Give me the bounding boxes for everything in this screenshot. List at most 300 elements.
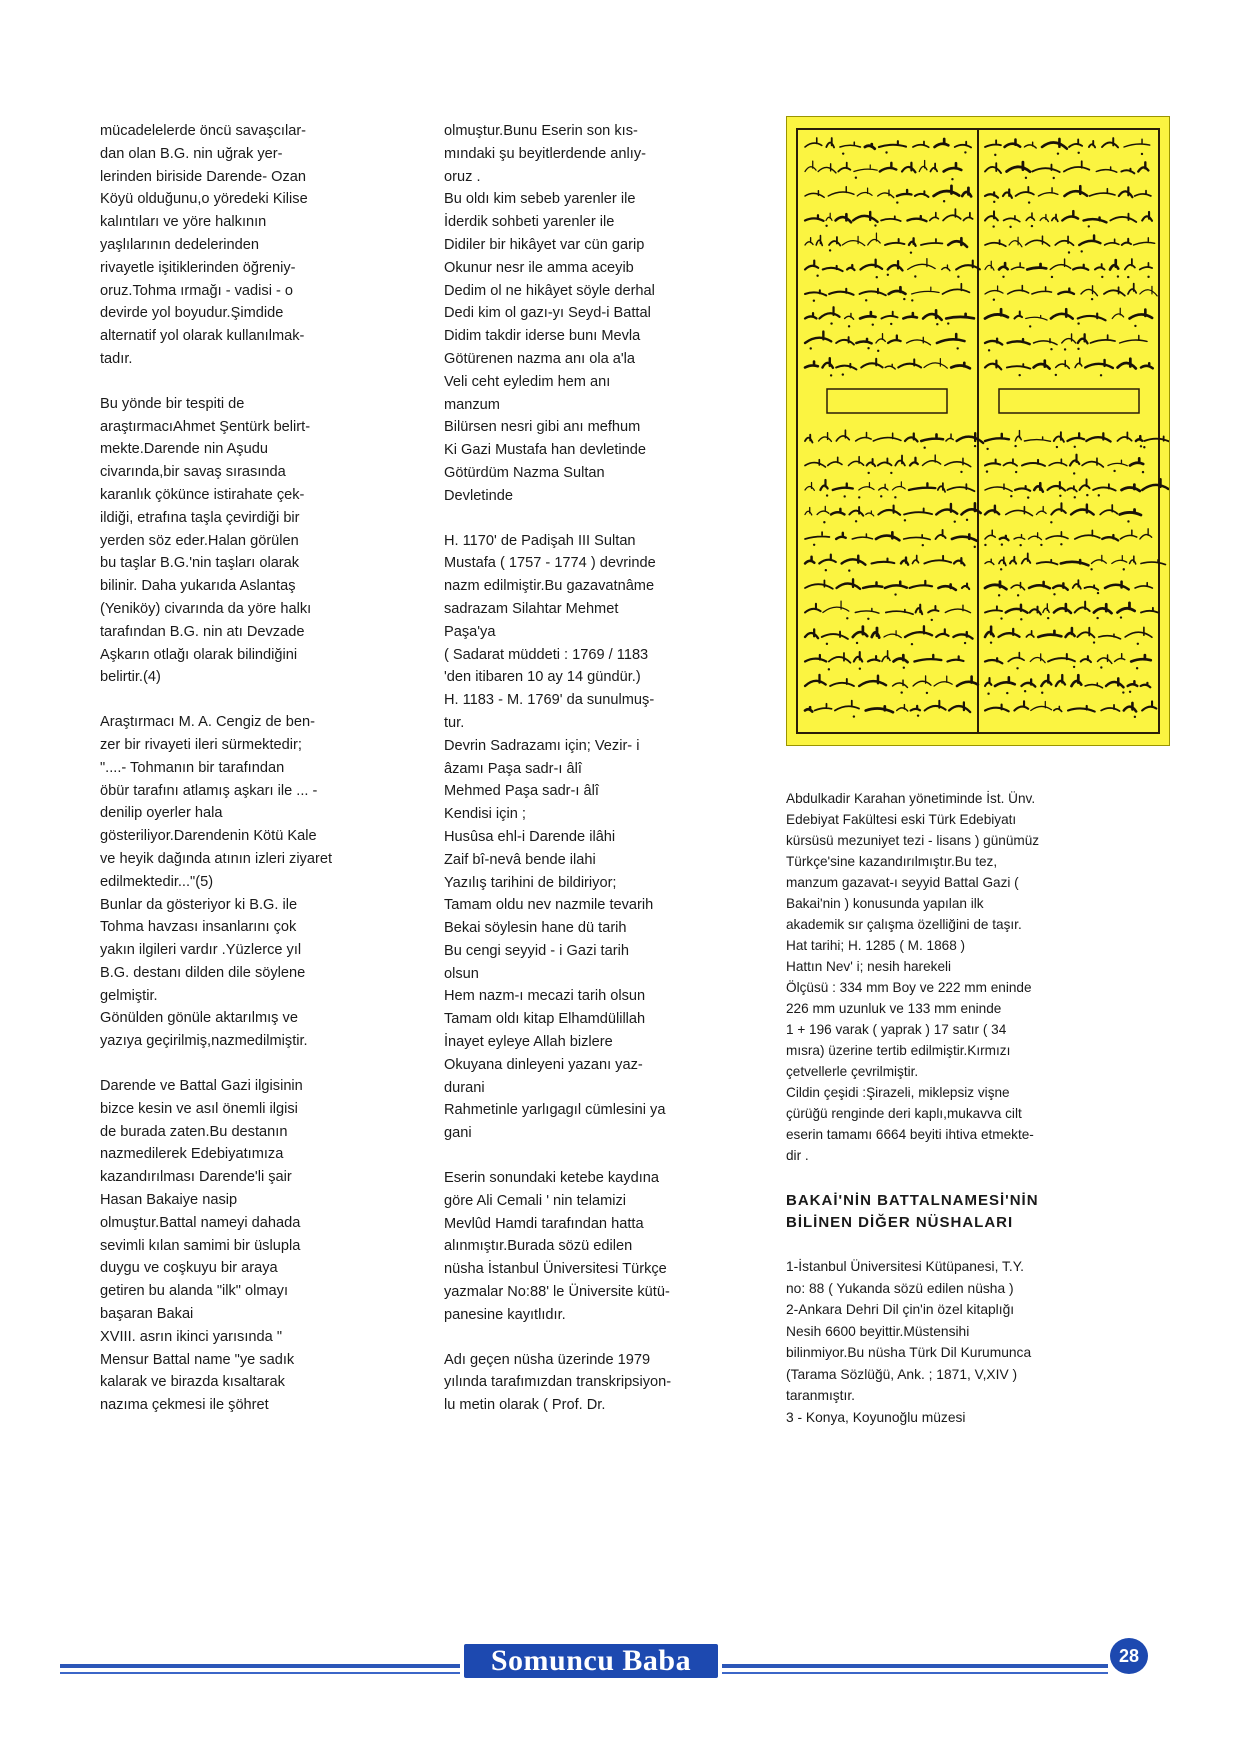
calligraphy-stroke bbox=[1069, 139, 1082, 147]
calligraphy-dot bbox=[998, 594, 1000, 596]
calligraphy-stroke bbox=[1078, 314, 1106, 321]
calligraphy-stroke bbox=[819, 307, 839, 318]
calligraphy-stroke bbox=[1061, 560, 1089, 565]
calligraphy-stroke bbox=[859, 483, 874, 490]
calligraphy-stroke bbox=[886, 610, 913, 615]
calligraphy-stroke bbox=[1068, 706, 1095, 712]
calligraphy-stroke bbox=[1135, 191, 1151, 196]
calligraphy-stroke bbox=[1014, 701, 1028, 710]
calligraphy-stroke bbox=[1120, 530, 1136, 539]
calligraphy-stroke bbox=[985, 434, 1009, 441]
calligraphy-stroke bbox=[1006, 507, 1033, 516]
calligraphy-stroke bbox=[872, 628, 879, 638]
calligraphy-dot bbox=[986, 470, 988, 472]
calligraphy-stroke bbox=[954, 558, 965, 565]
calligraphy-dot bbox=[1081, 250, 1083, 252]
calligraphy-stroke bbox=[910, 458, 918, 466]
calligraphy-dot bbox=[1140, 445, 1142, 447]
calligraphy-stroke bbox=[925, 701, 946, 711]
calligraphy-stroke bbox=[853, 627, 867, 637]
calligraphy-stroke bbox=[805, 675, 826, 686]
calligraphy-dot bbox=[848, 325, 850, 327]
calligraphy-dot bbox=[890, 472, 892, 474]
footer-rule-left-thin bbox=[60, 1672, 460, 1674]
calligraphy-stroke bbox=[1140, 263, 1152, 270]
calligraphy-stroke bbox=[904, 535, 930, 540]
calligraphy-stroke bbox=[902, 163, 915, 173]
calligraphy-stroke bbox=[895, 456, 905, 466]
calligraphy-stroke bbox=[859, 289, 885, 296]
calligraphy-dot bbox=[880, 495, 882, 497]
calligraphy-dot bbox=[1006, 692, 1008, 694]
calligraphy-dot bbox=[1051, 276, 1053, 278]
calligraphy-stroke bbox=[923, 310, 942, 320]
paragraph: Adı geçen nüsha üzerinde 1979 yılında tarafımızdan transkripsiyon- lu metin olarak ( Prof. Dr. bbox=[444, 1351, 672, 1414]
calligraphy-dot bbox=[1097, 592, 1099, 594]
calligraphy-dot bbox=[947, 322, 949, 324]
calligraphy-dot bbox=[1147, 276, 1149, 278]
calligraphy-stroke bbox=[1042, 139, 1067, 149]
calligraphy-stroke bbox=[942, 265, 950, 271]
calligraphy-stroke bbox=[1026, 213, 1034, 221]
calligraphy-stroke bbox=[985, 261, 994, 270]
calligraphy-stroke bbox=[829, 237, 840, 245]
calligraphy-stroke bbox=[1027, 264, 1046, 270]
calligraphy-stroke bbox=[947, 656, 963, 661]
calligraphy-dot bbox=[1015, 471, 1017, 473]
calligraphy-stroke bbox=[1010, 557, 1016, 564]
calligraphy-stroke bbox=[1105, 582, 1129, 590]
calligraphy-stroke bbox=[1022, 460, 1045, 466]
calligraphy-stroke bbox=[1091, 555, 1106, 563]
calligraphy-stroke bbox=[985, 163, 1001, 173]
calligraphy-dot bbox=[1123, 568, 1125, 570]
calligraphy-dot bbox=[855, 520, 857, 522]
calligraphy-stroke bbox=[849, 507, 863, 516]
calligraphy-stroke bbox=[985, 192, 998, 197]
calligraphy-stroke bbox=[872, 559, 895, 564]
calligraphy-stroke bbox=[853, 212, 878, 222]
calligraphy-dot bbox=[829, 249, 831, 251]
calligraphy-dot bbox=[903, 298, 905, 300]
calligraphy-stroke bbox=[1014, 535, 1025, 540]
calligraphy-stroke bbox=[854, 652, 862, 662]
calligraphy-stroke bbox=[842, 556, 866, 565]
calligraphy-stroke bbox=[995, 677, 1015, 686]
calligraphy-stroke bbox=[842, 236, 864, 245]
calligraphy-stroke bbox=[805, 215, 824, 221]
calligraphy-stroke bbox=[1085, 683, 1102, 688]
calligraphy-dot bbox=[960, 471, 962, 473]
calligraphy-stroke bbox=[1029, 582, 1050, 588]
calligraphy-stroke bbox=[861, 359, 882, 368]
calligraphy-dot bbox=[964, 151, 966, 153]
calligraphy-stroke bbox=[1125, 627, 1152, 637]
calligraphy-stroke bbox=[1043, 604, 1049, 613]
calligraphy-stroke bbox=[957, 433, 984, 443]
paragraph: Araştırmacı M. A. Cengiz de ben- zer bir rivayeti ileri sürmektedir; "....- Tohmanın bir tarafından öbür tarafını atlamış aşkarı ile ... - denilip oyerler hala gösteriliyor.Darendenin Kötü Kale ve heyik dağında atının izleri ziyaret edilmektedir..."(5) Bunlar da gösteriyor ki B.G. ile Tohma havzası insanlarını çok yakın ilgileri vardır .Yüzlerce yıl B.G. destanı dilden dile söylene gelmiştir. Gönülden gönüle aktarılmış ve yazıya geçirilmiş,nazmedilmiştir. bbox=[100, 714, 333, 1050]
calligraphy-stroke bbox=[828, 457, 842, 465]
calligraphy-stroke bbox=[816, 236, 822, 246]
calligraphy-stroke bbox=[805, 332, 831, 343]
calligraphy-stroke bbox=[1119, 187, 1133, 197]
calligraphy-stroke bbox=[856, 432, 872, 441]
calligraphy-stroke bbox=[1034, 339, 1057, 345]
calligraphy-stroke bbox=[878, 190, 894, 197]
calligraphy-dot bbox=[1113, 470, 1115, 472]
calligraphy-stroke bbox=[826, 138, 834, 147]
calligraphy-stroke bbox=[1073, 580, 1081, 589]
calligraphy-dot bbox=[1053, 593, 1055, 595]
calligraphy-stroke bbox=[805, 707, 812, 711]
calligraphy-stroke bbox=[912, 555, 918, 563]
calligraphy-stroke bbox=[1124, 139, 1150, 147]
calligraphy-stroke bbox=[911, 706, 920, 711]
calligraphy-dot bbox=[859, 668, 861, 670]
paragraph: Abdulkadir Karahan yönetiminde İst. Ünv. Edebiyat Fakültesi eski Türk Edebiyatı kürsüsü mezuniyet tezi - lisans ) günümüz Türkçe'sine kazandırılmıştır.Bu tez, manzum gazavat-ı seyyid Battal Gazi ( Bakai'nin ) konusunda yapılan ilk akademik sır çalışma özelliğini de taşır. Hat tarihi; H. 1285 ( M. 1868 ) Hattın Nev' i; nesih harekeli Ölçüsü : 334 mm Boy ve 222 mm eninde 226 mm uzunluk ve 133 mm eninde 1 + 196 varak ( yaprak ) 17 satır ( 34 mısra) üzerine tertib edilmiştir.Kırmızı çetvellerle çevrilmiştir. Cildin çeşidi :Şirazeli, miklepsiz vişne çürüğü renginde deri kaplı,mukavva cilt eserin tamamı 6664 beyiti ihtiva etmekte- dir . bbox=[786, 791, 1040, 1163]
calligraphy-stroke bbox=[1120, 335, 1147, 343]
calligraphy-stroke bbox=[955, 142, 971, 148]
calligraphy-dot bbox=[1018, 374, 1020, 376]
calligraphy-stroke bbox=[878, 505, 900, 514]
calligraphy-stroke bbox=[1040, 215, 1048, 222]
calligraphy-stroke bbox=[805, 629, 818, 638]
calligraphy-stroke bbox=[805, 313, 816, 318]
calligraphy-stroke bbox=[857, 188, 872, 196]
calligraphy-stroke bbox=[1032, 287, 1052, 294]
calligraphy-stroke bbox=[936, 504, 957, 514]
calligraphy-stroke bbox=[985, 309, 1008, 318]
calligraphy-dot bbox=[1136, 667, 1138, 669]
calligraphy-stroke bbox=[830, 679, 854, 686]
calligraphy-stroke bbox=[1141, 560, 1165, 565]
calligraphy-stroke bbox=[1015, 486, 1030, 491]
calligraphy-dot bbox=[936, 323, 938, 325]
calligraphy-stroke bbox=[1062, 334, 1076, 343]
calligraphy-dot bbox=[825, 569, 827, 571]
calligraphy-stroke bbox=[831, 509, 844, 515]
calligraphy-stroke bbox=[1034, 361, 1050, 369]
calligraphy-stroke bbox=[935, 139, 949, 147]
calligraphy-dot bbox=[1077, 322, 1079, 324]
calligraphy-stroke bbox=[1067, 433, 1084, 441]
calligraphy-stroke bbox=[1011, 263, 1023, 270]
calligraphy-stroke bbox=[953, 632, 972, 639]
calligraphy-stroke bbox=[865, 144, 875, 149]
calligraphy-dot bbox=[825, 225, 827, 227]
calligraphy-stroke bbox=[921, 434, 943, 441]
calligraphy-dot bbox=[993, 299, 995, 301]
calligraphy-stroke bbox=[1054, 432, 1064, 442]
calligraphy-dot bbox=[1053, 177, 1055, 179]
calligraphy-dot bbox=[957, 275, 959, 277]
calligraphy-stroke bbox=[930, 213, 939, 221]
calligraphy-stroke bbox=[1037, 560, 1058, 565]
calligraphy-stroke bbox=[962, 188, 971, 196]
calligraphy-dot bbox=[1137, 643, 1139, 645]
calligraphy-dot bbox=[830, 322, 832, 324]
calligraphy-stroke bbox=[826, 213, 832, 220]
calligraphy-stroke bbox=[881, 312, 897, 319]
calligraphy-stroke bbox=[1064, 186, 1087, 196]
calligraphy-dot bbox=[1027, 496, 1029, 498]
calligraphy-dot bbox=[1098, 494, 1100, 496]
calligraphy-stroke bbox=[1062, 211, 1078, 220]
calligraphy-stroke bbox=[907, 216, 926, 221]
calligraphy-dot bbox=[1056, 446, 1058, 448]
calligraphy-stroke bbox=[822, 358, 832, 368]
manuscript-image bbox=[786, 116, 1170, 746]
calligraphy-stroke bbox=[1121, 169, 1134, 174]
calligraphy-stroke bbox=[1140, 529, 1152, 539]
calligraphy-stroke bbox=[1112, 308, 1123, 318]
calligraphy-stroke bbox=[805, 557, 814, 564]
calligraphy-stroke bbox=[1071, 675, 1081, 686]
calligraphy-stroke bbox=[1095, 264, 1105, 269]
calligraphy-dot bbox=[830, 374, 832, 376]
calligraphy-stroke bbox=[863, 582, 882, 588]
calligraphy-stroke bbox=[1115, 654, 1125, 662]
calligraphy-stroke bbox=[1024, 142, 1036, 148]
calligraphy-dot bbox=[846, 617, 848, 619]
calligraphy-stroke bbox=[897, 705, 908, 711]
calligraphy-stroke bbox=[1102, 138, 1118, 147]
calligraphy-stroke bbox=[1090, 335, 1115, 343]
calligraphy-dot bbox=[826, 643, 828, 645]
calligraphy-dot bbox=[894, 593, 896, 595]
calligraphy-dot bbox=[951, 178, 953, 180]
calligraphy-dot bbox=[1029, 325, 1031, 327]
calligraphy-dot bbox=[1127, 520, 1129, 522]
calligraphy-dot bbox=[988, 349, 990, 351]
calligraphy-stroke bbox=[1085, 360, 1113, 368]
calligraphy-stroke bbox=[880, 163, 897, 172]
calligraphy-stroke bbox=[1046, 532, 1068, 539]
calligraphy-stroke bbox=[905, 626, 932, 637]
calligraphy-dot bbox=[874, 224, 876, 226]
calligraphy-dot bbox=[1041, 692, 1043, 694]
calligraphy-dot bbox=[1120, 616, 1122, 618]
calligraphy-dot bbox=[910, 251, 912, 253]
calligraphy-dot bbox=[914, 275, 916, 277]
calligraphy-stroke bbox=[847, 265, 854, 270]
calligraphy-dot bbox=[1127, 276, 1129, 278]
calligraphy-dot bbox=[877, 350, 879, 352]
calligraphy-stroke bbox=[1117, 432, 1131, 441]
calligraphy-dot bbox=[911, 299, 913, 301]
calligraphy-stroke bbox=[805, 604, 821, 613]
calligraphy-stroke bbox=[1058, 289, 1074, 294]
calligraphy-stroke bbox=[1110, 260, 1118, 269]
calligraphy-stroke bbox=[916, 605, 923, 615]
calligraphy-dot bbox=[1009, 226, 1011, 228]
calligraphy-stroke bbox=[1130, 556, 1136, 564]
calligraphy-stroke bbox=[912, 287, 939, 294]
calligraphy-stroke bbox=[951, 363, 970, 368]
calligraphy-stroke bbox=[876, 532, 899, 540]
calligraphy-dot bbox=[1091, 298, 1093, 300]
calligraphy-stroke bbox=[885, 239, 904, 245]
calligraphy-stroke bbox=[936, 629, 948, 637]
calligraphy-stroke bbox=[913, 676, 931, 686]
calligraphy-stroke bbox=[1051, 309, 1073, 318]
calligraphy-stroke bbox=[1030, 607, 1041, 615]
calligraphy-stroke bbox=[805, 508, 812, 515]
calligraphy-stroke bbox=[852, 534, 872, 539]
calligraphy-stroke bbox=[805, 261, 818, 270]
calligraphy-stroke bbox=[1144, 436, 1169, 442]
calligraphy-stroke bbox=[1016, 187, 1034, 196]
calligraphy-stroke bbox=[854, 165, 877, 172]
calligraphy-dot bbox=[872, 323, 874, 325]
calligraphy-dot bbox=[987, 693, 989, 695]
calligraphy-stroke bbox=[884, 631, 901, 638]
calligraphy-stroke bbox=[934, 676, 952, 686]
calligraphy-stroke bbox=[838, 163, 850, 172]
calligraphy-stroke bbox=[1084, 217, 1107, 222]
calligraphy-dot bbox=[992, 225, 994, 227]
calligraphy-stroke bbox=[1086, 433, 1110, 441]
calligraphy-stroke bbox=[823, 266, 843, 271]
calligraphy-stroke bbox=[1089, 189, 1115, 196]
calligraphy-dot bbox=[1059, 495, 1061, 497]
calligraphy-stroke bbox=[1136, 436, 1142, 441]
calligraphy-dot bbox=[1050, 348, 1052, 350]
calligraphy-stroke bbox=[921, 239, 942, 245]
calligraphy-dot bbox=[1142, 471, 1144, 473]
column-2 bbox=[444, 120, 756, 1417]
calligraphy-stroke bbox=[910, 581, 933, 588]
calligraphy-stroke bbox=[1003, 189, 1012, 197]
calligraphy-stroke bbox=[907, 337, 931, 345]
calligraphy-dot bbox=[1014, 445, 1016, 447]
calligraphy-stroke bbox=[937, 334, 965, 343]
calligraphy-stroke bbox=[840, 142, 860, 147]
calligraphy-dot bbox=[923, 447, 925, 449]
paragraph: H. 1170' de Padişah III Sultan Mustafa ( 1757 - 1774 ) devrinde nazm edilmiştir.Bu gazavatnâme sadrazam Silahtar Mehmet Paşa'ya ( Sadarat müddeti : 1769 / 1183 'den itibaren 10 ay 14 gündür.) H. 1183 - M. 1769' da sunulmuş- tur. Devrin Sadrazamı için; Vezir- i âzamı Paşa sadr-ı âlî Mehmed Paşa sadr-ı âlî Kendisi için ; Husûsa ehl-i Darende ilâhi Zaif bî-nevâ bende ilahi Yazılış tarihini de bildiriyor; Tamam oldu nev nazmile tevarih Bekai söylesin hane dü tarih Bu cengi seyyid - i Gazi tarih olsun Hem nazm-ı mecazi tarih olsun Tamam oldı kitap Elhamdülillah İnayet eyleye Allah bizlere Okuyana dinleyeni yazanı yaz- durani Rahmetinle yarlıgagıl cümlesini ya gani bbox=[444, 532, 666, 1142]
calligraphy-dot bbox=[1096, 617, 1098, 619]
calligraphy-dot bbox=[1064, 348, 1066, 350]
calligraphy-dot bbox=[1016, 667, 1018, 669]
calligraphy-dot bbox=[843, 495, 845, 497]
calligraphy-stroke bbox=[1093, 484, 1116, 490]
calligraphy-stroke bbox=[1000, 536, 1009, 540]
calligraphy-dot bbox=[865, 299, 867, 301]
paragraph: Darende ve Battal Gazi ilgisinin bizce kesin ve asıl önemli ilgisi de burada zaten.Bu destanın nazmedilerek Edebiyatımıza kazandırılması Darende'li şair Hasan Bakaiye nasip olmuştur.Battal nameyi dahada sevimli kılan samimi bir üslupla duygu ve coşkuyu bir araya getiren bu alanda "ilk" olmayı başaran Bakai XVIII. asrın ikinci yarısında " Mensur Battal name "ye sadık kalarak ve birazda kısaltarak nazıma çekmesi ile şöhret bbox=[100, 1078, 303, 1414]
calligraphy-stroke bbox=[837, 579, 861, 589]
calligraphy-dot bbox=[1117, 275, 1119, 277]
calligraphy-stroke bbox=[947, 484, 974, 491]
calligraphy-stroke bbox=[1118, 359, 1136, 369]
calligraphy-stroke bbox=[1134, 238, 1155, 245]
calligraphy-stroke bbox=[946, 434, 953, 441]
calligraphy-stroke bbox=[1064, 161, 1089, 171]
calligraphy-dot bbox=[867, 472, 869, 474]
calligraphy-stroke bbox=[905, 433, 918, 441]
paragraph: Eserin sonundaki ketebe kaydına göre Ali Cemali ' nin telamizi Mevlûd Hamdi tarafından hatta alınmıştır.Burada sözü edilen nüsha İstanbul Üniversitesi Türkçe yazmalar No:88' le Üniversite kütü- panesine kayıtlıdır. bbox=[444, 1170, 670, 1323]
calligraphy-stroke bbox=[1026, 316, 1047, 321]
calligraphy-dot bbox=[1047, 617, 1049, 619]
calligraphy-dot bbox=[810, 347, 812, 349]
calligraphy-dot bbox=[956, 347, 958, 349]
calligraphy-stroke bbox=[1047, 482, 1065, 491]
calligraphy-stroke bbox=[836, 430, 849, 441]
calligraphy-dot bbox=[1141, 153, 1143, 155]
calligraphy-dot bbox=[1100, 374, 1102, 376]
calligraphy-stroke bbox=[1099, 634, 1121, 639]
calligraphy-stroke bbox=[962, 583, 969, 589]
calligraphy-stroke bbox=[1050, 259, 1070, 269]
calligraphy-dot bbox=[1031, 225, 1033, 227]
calligraphy-dot bbox=[1073, 666, 1075, 668]
calligraphy-stroke bbox=[928, 606, 938, 613]
calligraphy-dot bbox=[917, 714, 919, 716]
calligraphy-stroke bbox=[893, 680, 908, 687]
calligraphy-stroke bbox=[836, 337, 854, 344]
calligraphy-stroke bbox=[1056, 361, 1070, 369]
calligraphy-stroke bbox=[903, 313, 917, 318]
manuscript-illustration bbox=[787, 117, 1169, 745]
calligraphy-stroke bbox=[1034, 483, 1043, 491]
calligraphy-stroke bbox=[1106, 678, 1124, 687]
calligraphy-stroke bbox=[985, 678, 991, 686]
calligraphy-stroke bbox=[985, 484, 1012, 491]
calligraphy-dot bbox=[1028, 201, 1030, 203]
calligraphy-stroke bbox=[922, 455, 940, 465]
calligraphy-stroke bbox=[1081, 656, 1091, 662]
calligraphy-stroke bbox=[868, 233, 880, 245]
calligraphy-stroke bbox=[1005, 140, 1021, 147]
calligraphy-stroke bbox=[943, 209, 961, 220]
calligraphy-dot bbox=[1001, 543, 1003, 545]
calligraphy-dot bbox=[885, 151, 887, 153]
calligraphy-dot bbox=[990, 641, 992, 643]
calligraphy-stroke bbox=[1080, 479, 1090, 490]
page-number: 28 bbox=[1110, 1638, 1148, 1674]
calligraphy-stroke bbox=[879, 484, 888, 490]
calligraphy-dot bbox=[876, 276, 878, 278]
calligraphy-stroke bbox=[836, 533, 846, 539]
calligraphy-stroke bbox=[888, 335, 901, 343]
calligraphy-stroke bbox=[829, 653, 851, 663]
calligraphy-stroke bbox=[943, 284, 970, 294]
calligraphy-dot bbox=[1077, 152, 1079, 154]
calligraphy-stroke bbox=[818, 164, 836, 173]
calligraphy-stroke bbox=[1124, 703, 1136, 712]
calligraphy-stroke bbox=[1031, 702, 1052, 711]
calligraphy-dot bbox=[1060, 543, 1062, 545]
calligraphy-dot bbox=[848, 569, 850, 571]
calligraphy-stroke bbox=[913, 141, 929, 147]
calligraphy-stroke bbox=[1098, 655, 1112, 663]
calligraphy-dot bbox=[1000, 617, 1002, 619]
paragraph: Bu yönde bir tespiti de araştırmacıAhmet Şentürk belirt- mekte.Darende nin Aşudu civarında,bir savaş sırasında karanlık çökünce istirahate çek- ildiği, etrafına taşla çevirdiği bir yerden söz eder.Halan görülen bu taşlar B.G.'nin taşları olarak bilinir. Daha yukarıda Aslantaş (Yeniköy) civarında da yöre halkı tarafından B.G. nin atı Devzade Aşkarın otlağı olarak bilindiğini belirtir.(4) bbox=[100, 395, 312, 686]
calligraphy-stroke bbox=[805, 191, 824, 198]
calligraphy-dot bbox=[993, 201, 995, 203]
calligraphy-stroke bbox=[1008, 339, 1030, 344]
calligraphy-dot bbox=[816, 275, 818, 277]
calligraphy-stroke bbox=[985, 627, 994, 637]
calligraphy-stroke bbox=[1141, 608, 1158, 613]
calligraphy-stroke bbox=[1036, 507, 1046, 515]
calligraphy-dot bbox=[1090, 568, 1092, 570]
calligraphy-stroke bbox=[1011, 582, 1024, 589]
calligraphy-stroke bbox=[1075, 358, 1082, 368]
calligraphy-stroke bbox=[1085, 585, 1099, 590]
calligraphy-dot bbox=[974, 546, 976, 548]
calligraphy-stroke bbox=[1122, 239, 1131, 245]
calligraphy-stroke bbox=[935, 530, 945, 539]
